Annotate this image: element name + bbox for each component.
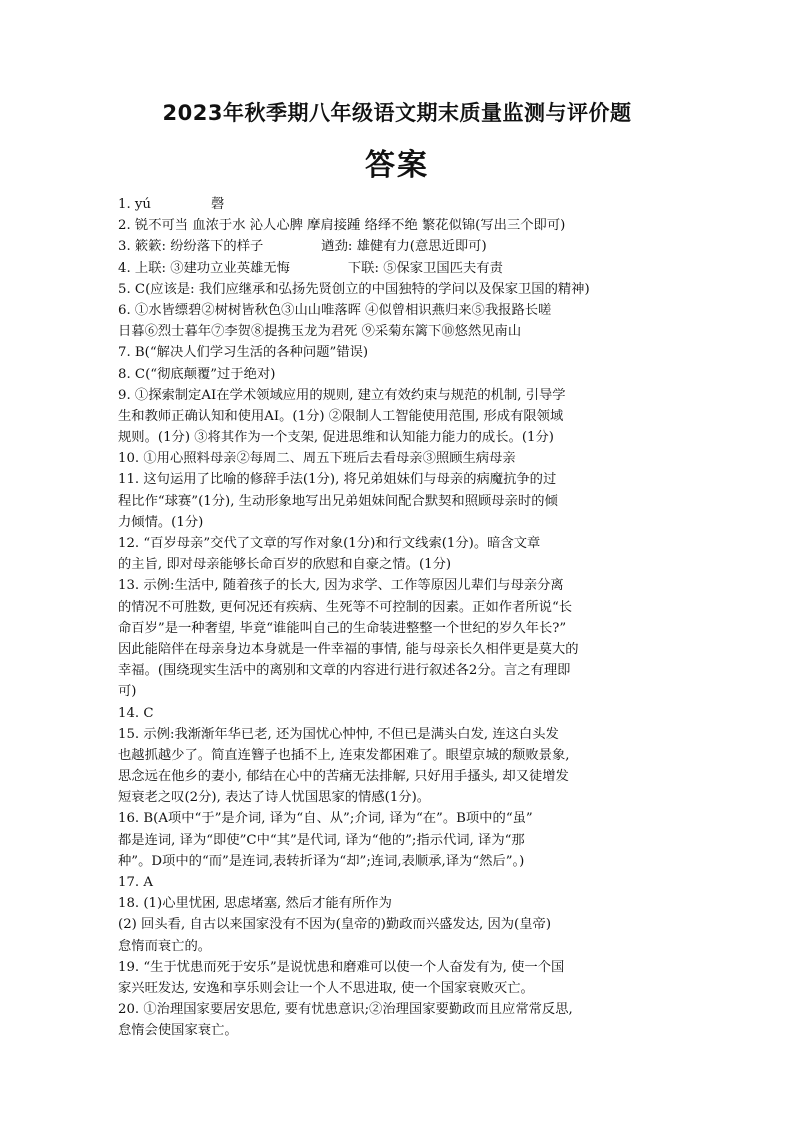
answer-line: [118, 448, 690, 469]
answer-line: [118, 491, 690, 512]
answer-list: [118, 194, 690, 1042]
answer-text-second: 磬: [211, 197, 225, 212]
answer-line: [118, 830, 690, 851]
answer-line: [118, 236, 690, 257]
answer-text: 12. “百岁母亲”交代了文章的写作对象(1分)和行文线索(1分)。暗含文章: [118, 536, 541, 551]
answer-line: [118, 597, 690, 618]
answer-text: 11. 这句运用了比喻的修辞手法(1分), 将兄弟姐妹们与母亲的病魔抗争的过: [118, 472, 557, 488]
answer-text-second: 遒劲: 雄健有力(意思近即可): [321, 239, 487, 255]
answer-line: [118, 936, 690, 957]
answer-line: [118, 1020, 690, 1041]
answer-text: 8. C(“彻底颠覆”过于绝对): [118, 366, 276, 382]
answer-line: [118, 512, 690, 533]
page-title: 2023年秋季期八年级语文期末质量监测与评价题: [162, 101, 632, 125]
answer-text: 也越抓越少了。简直连簪子也插不上, 连束发都困难了。眼望京城的颓败景象,: [118, 747, 570, 763]
answer-text: 规则。(1分) ③将其作为一个支架, 促进思维和认知能力能力的成长。(1分): [118, 430, 554, 446]
answer-text: 日暮⑥烈士暮年⑦李贺⑧提携玉龙为君死 ⑨采菊东篱下⑩悠然见南山: [118, 324, 522, 340]
answer-text: 家兴旺发达, 安逸和享乐则会让一个人不思进取, 使一个国家衰败灭亡。: [118, 980, 534, 996]
answer-text: 14. C: [118, 705, 154, 721]
answer-line: [118, 215, 690, 236]
answer-line: [118, 618, 690, 639]
answer-text: 16. B(A项中“于”是介词, 译为“自、从”;介词, 译为“在”。B项中的“虽”: [118, 811, 533, 827]
answer-line: [118, 703, 690, 724]
answer-line: [118, 681, 690, 702]
answer-line: [118, 766, 690, 787]
answer-line: [118, 321, 690, 342]
answer-line: [118, 258, 690, 279]
answer-line: [118, 194, 690, 215]
answer-line: [118, 300, 690, 321]
answer-line: [118, 978, 690, 999]
answer-line: [118, 787, 690, 808]
answer-text: 程比作“球赛”(1分), 生动形象地写出兄弟姐妹间配合默契和照顾母亲时的倾: [118, 493, 558, 509]
answer-text: 15. 示例:我渐渐年华已老, 还为国忧心忡忡, 不但已是满头白发, 连这白头发: [118, 726, 559, 742]
answer-text: 4. 上联: ③建功立业英雄无悔: [118, 260, 290, 276]
answer-text: 可): [118, 684, 137, 700]
answer-text: 13. 示例:生活中, 随着孩子的长大, 因为求学、工作等原因儿辈们与母亲分离: [118, 578, 564, 594]
answer-text: 10. ①用心照料母亲②每周二、周五下班后去看母亲③照顾生病母亲: [118, 451, 516, 467]
answer-text: 生和教师正确认知和使用AI。(1分) ②限制人工智能使用范围, 形成有限领域: [118, 408, 564, 424]
answer-line: [118, 533, 690, 554]
answer-text: 的情况不可胜数, 更何况还有疾病、生死等不可控制的因素。正如作者所说“长: [118, 599, 573, 615]
page-subtitle: 答案: [365, 148, 429, 183]
answer-line: [118, 469, 690, 490]
answer-text: 的主旨, 即对母亲能够长命百岁的欣慰和自豪之情。(1分): [118, 557, 452, 573]
answer-text: 短衰老之叹(2分), 表达了诗人忧国思家的情感(1分)。: [118, 790, 431, 806]
answer-line: [118, 893, 690, 914]
answer-text: 命百岁”是一种奢望, 毕竟“谁能叫自己的生命装进整整一个世纪的岁久年长?”: [118, 620, 567, 636]
answer-line: [118, 999, 690, 1020]
answer-line: [118, 364, 690, 385]
answer-text: 都是连词, 译为“即使”C中“其”是代词, 译为“他的”;指示代词, 译为“那: [118, 832, 525, 848]
answer-line: [118, 851, 690, 872]
answer-line: [118, 427, 690, 448]
answer-text-second: 下联: ⑤保家卫国匹夫有责: [347, 260, 503, 276]
answer-line: [118, 279, 690, 300]
answer-text: 思念远在他乡的妻小, 郁结在心中的苦痛无法排解, 只好用手搔头, 却又徒增发: [118, 769, 569, 785]
answer-text: 力倾情。(1分): [118, 514, 204, 530]
answer-text: 18. (1)心里忧困, 思虑堵塞, 然后才能有所作为: [118, 896, 392, 912]
answer-line: [118, 554, 690, 575]
answer-text: 9. ①探索制定AI在学术领域应用的规则, 建立有效约束与规范的机制, 引导学: [118, 387, 566, 403]
answer-line: [118, 872, 690, 893]
answer-text: 3. 簌簌: 纷纷落下的样子: [118, 239, 264, 255]
answer-text: 1. yú: [118, 197, 151, 212]
answer-line: [118, 639, 690, 660]
answer-line: [118, 342, 690, 363]
answer-text: 20. ①治理国家要居安思危, 要有忧患意识;②治理国家要勤政而且应常常反思,: [118, 1002, 573, 1018]
answer-line: [118, 406, 690, 427]
answer-line: [118, 724, 690, 745]
answer-line: [118, 385, 690, 406]
answer-text: 7. B(“解决人们学习生活的各种问题”错误): [118, 345, 369, 361]
answer-text: 17. A: [118, 875, 153, 890]
answer-text: 19. “生于忧患而死于安乐”是说忧患和磨难可以使一个人奋发有为, 使一个国: [118, 959, 565, 975]
answer-line: [118, 575, 690, 596]
answer-text: 幸福。(围绕现实生活中的离别和文章的内容进行进行叙述各2分。言之有理即: [118, 663, 571, 679]
answer-text: 2. 锐不可当 血浓于水 沁人心脾 摩肩接踵 络绎不绝 繁花似锦(写出三个即可): [118, 218, 566, 234]
answer-text: 怠惰会使国家衰亡。: [118, 1023, 238, 1039]
answer-text: 因此能陪伴在母亲身边本身就是一件幸福的事情, 能与母亲长久相伴更是莫大的: [118, 641, 579, 657]
answer-text: 怠惰而衰亡的。: [118, 938, 212, 954]
answer-line: [118, 914, 690, 935]
answer-line: [118, 660, 690, 681]
answer-text: 5. C(应该是: 我们应继承和弘扬先贤创立的中国独特的学问以及保家卫国的精神): [118, 281, 590, 297]
answer-line: [118, 808, 690, 829]
answer-text: 种”。D项中的“而”是连词,表转折译为“却”;连词,表顺承,译为“然后”。): [118, 853, 525, 869]
answer-text: (2) 回头看, 自古以来国家没有不因为(皇帝的)勤政而兴盛发达, 因为(皇帝): [118, 917, 552, 933]
answer-line: [118, 745, 690, 766]
answer-line: [118, 957, 690, 978]
answer-text: 6. ①水皆缥碧②树树皆秋色③山山唯落晖 ④似曾相识燕归来⑤我报路长嗟: [118, 302, 552, 318]
